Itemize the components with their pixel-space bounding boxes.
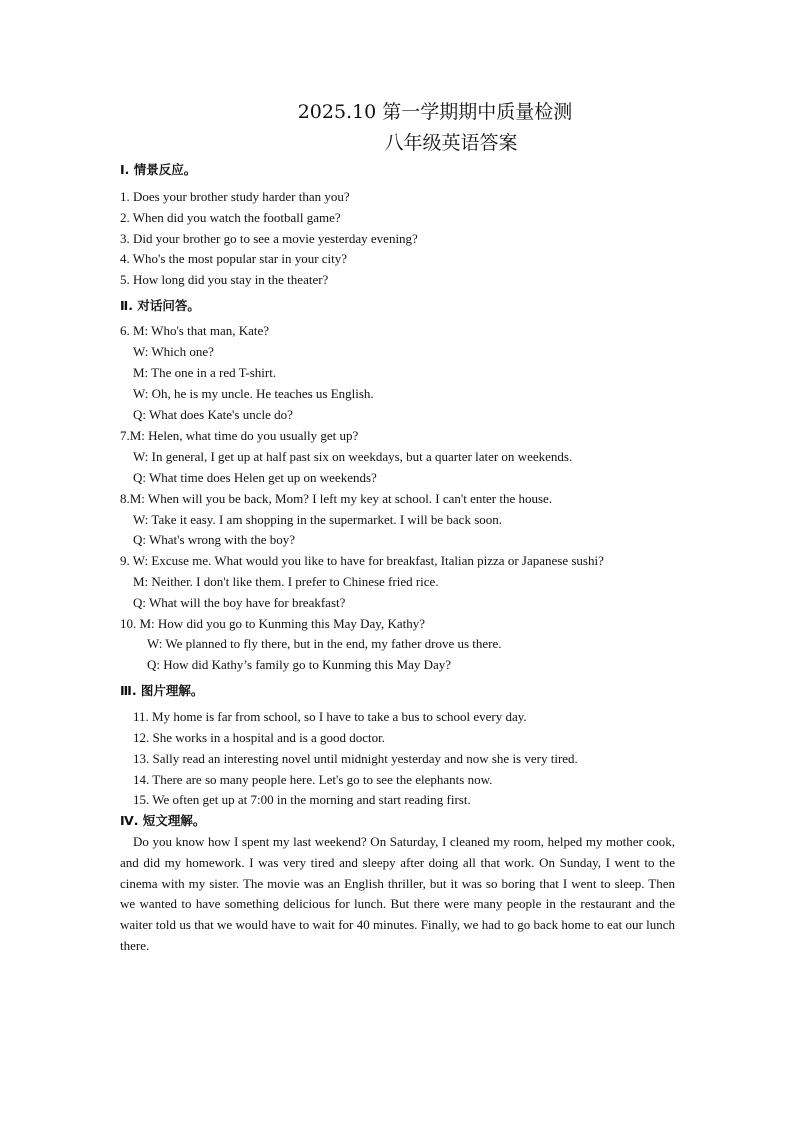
section-3-heading: Ⅲ. 图片理解。 [120, 683, 204, 698]
list-item: 4. Who's the most popular star in your city? [120, 251, 348, 266]
dialogue-line: 7.M: Helen, what time do you usually get up? [120, 428, 359, 443]
dialogue-question: Q: What's wrong with the boy? [133, 532, 296, 547]
dialogue-line: 8.M: When will you be back, Mom? I left my key at school. I can't enter the house. [120, 491, 553, 506]
list-item: 3. Did your brother go to see a movie yesterday evening? [120, 231, 418, 246]
list-item: 11. My home is far from school, so I have to take a bus to school every day. [133, 709, 527, 724]
list-item: 1. Does your brother study harder than you? [120, 189, 350, 204]
section-2-heading: Ⅱ. 对话问答。 [120, 298, 200, 313]
list-item: 15. We often get up at 7:00 in the morning and start reading first. [133, 792, 471, 807]
dialogue-line: W: We planned to fly there, but in the end, my father drove us there. [147, 636, 502, 651]
dialogue-line: M: The one in a red T-shirt. [133, 365, 277, 380]
document-title: 2025.10 第一学期期中质量检测 [297, 101, 573, 123]
dialogue-question: Q: What does Kate's uncle do? [133, 407, 293, 422]
dialogue-question: Q: What will the boy have for breakfast? [133, 595, 346, 610]
dialogue-line: W: Oh, he is my uncle. He teaches us English. [133, 386, 374, 401]
dialogue-line: 6. M: Who's that man, Kate? [120, 323, 270, 338]
section-4-heading: Ⅳ. 短文理解。 [120, 813, 206, 828]
dialogue-question: Q: How did Kathy’s family go to Kunming this May Day? [147, 657, 452, 672]
dialogue-line: W: Which one? [133, 344, 214, 359]
section-1-heading: Ⅰ. 情景反应。 [120, 162, 197, 177]
list-item: 2. When did you watch the football game? [120, 210, 341, 225]
list-item: 13. Sally read an interesting novel until midnight yesterday and now she is very tired. [133, 751, 578, 766]
dialogue-line: M: Neither. I don't like them. I prefer to Chinese fried rice. [133, 574, 439, 589]
dialogue-line: W: Take it easy. I am shopping in the supermarket. I will be back soon. [133, 512, 503, 527]
dialogue-line: 10. M: How did you go to Kunming this May Day, Kathy? [120, 616, 425, 631]
dialogue-line: W: In general, I get up at half past six on weekdays, but a quarter later on weekends. [133, 449, 573, 464]
dialogue-question: Q: What time does Helen get up on weekends? [133, 470, 377, 485]
document-subtitle: 八年级英语答案 [384, 132, 518, 154]
list-item: 12. She works in a hospital and is a good doctor. [133, 730, 386, 745]
passage-paragraph: Do you know how I spent my last weekend? On Saturday, I cleaned my room, helped my mother cook, and did my homework. I was very tired and sleepy after doing all that work. On Sunday, I went to the cinema with my sister. The movie was an English thriller, but it was so boring that I went to sleep. Then we wanted to have something delicious for lunch. But there were many people in the restaurant and the waiter told us that we would have to wait for 40 minutes. Finally, we had to go back home to eat our lunch there. [120, 834, 675, 953]
list-item: 5. How long did you stay in the theater? [120, 272, 329, 287]
dialogue-line: 9. W: Excuse me. What would you like to have for breakfast, Italian pizza or Japanese sushi? [120, 553, 604, 568]
list-item: 14. There are so many people here. Let's go to see the elephants now. [133, 772, 493, 787]
